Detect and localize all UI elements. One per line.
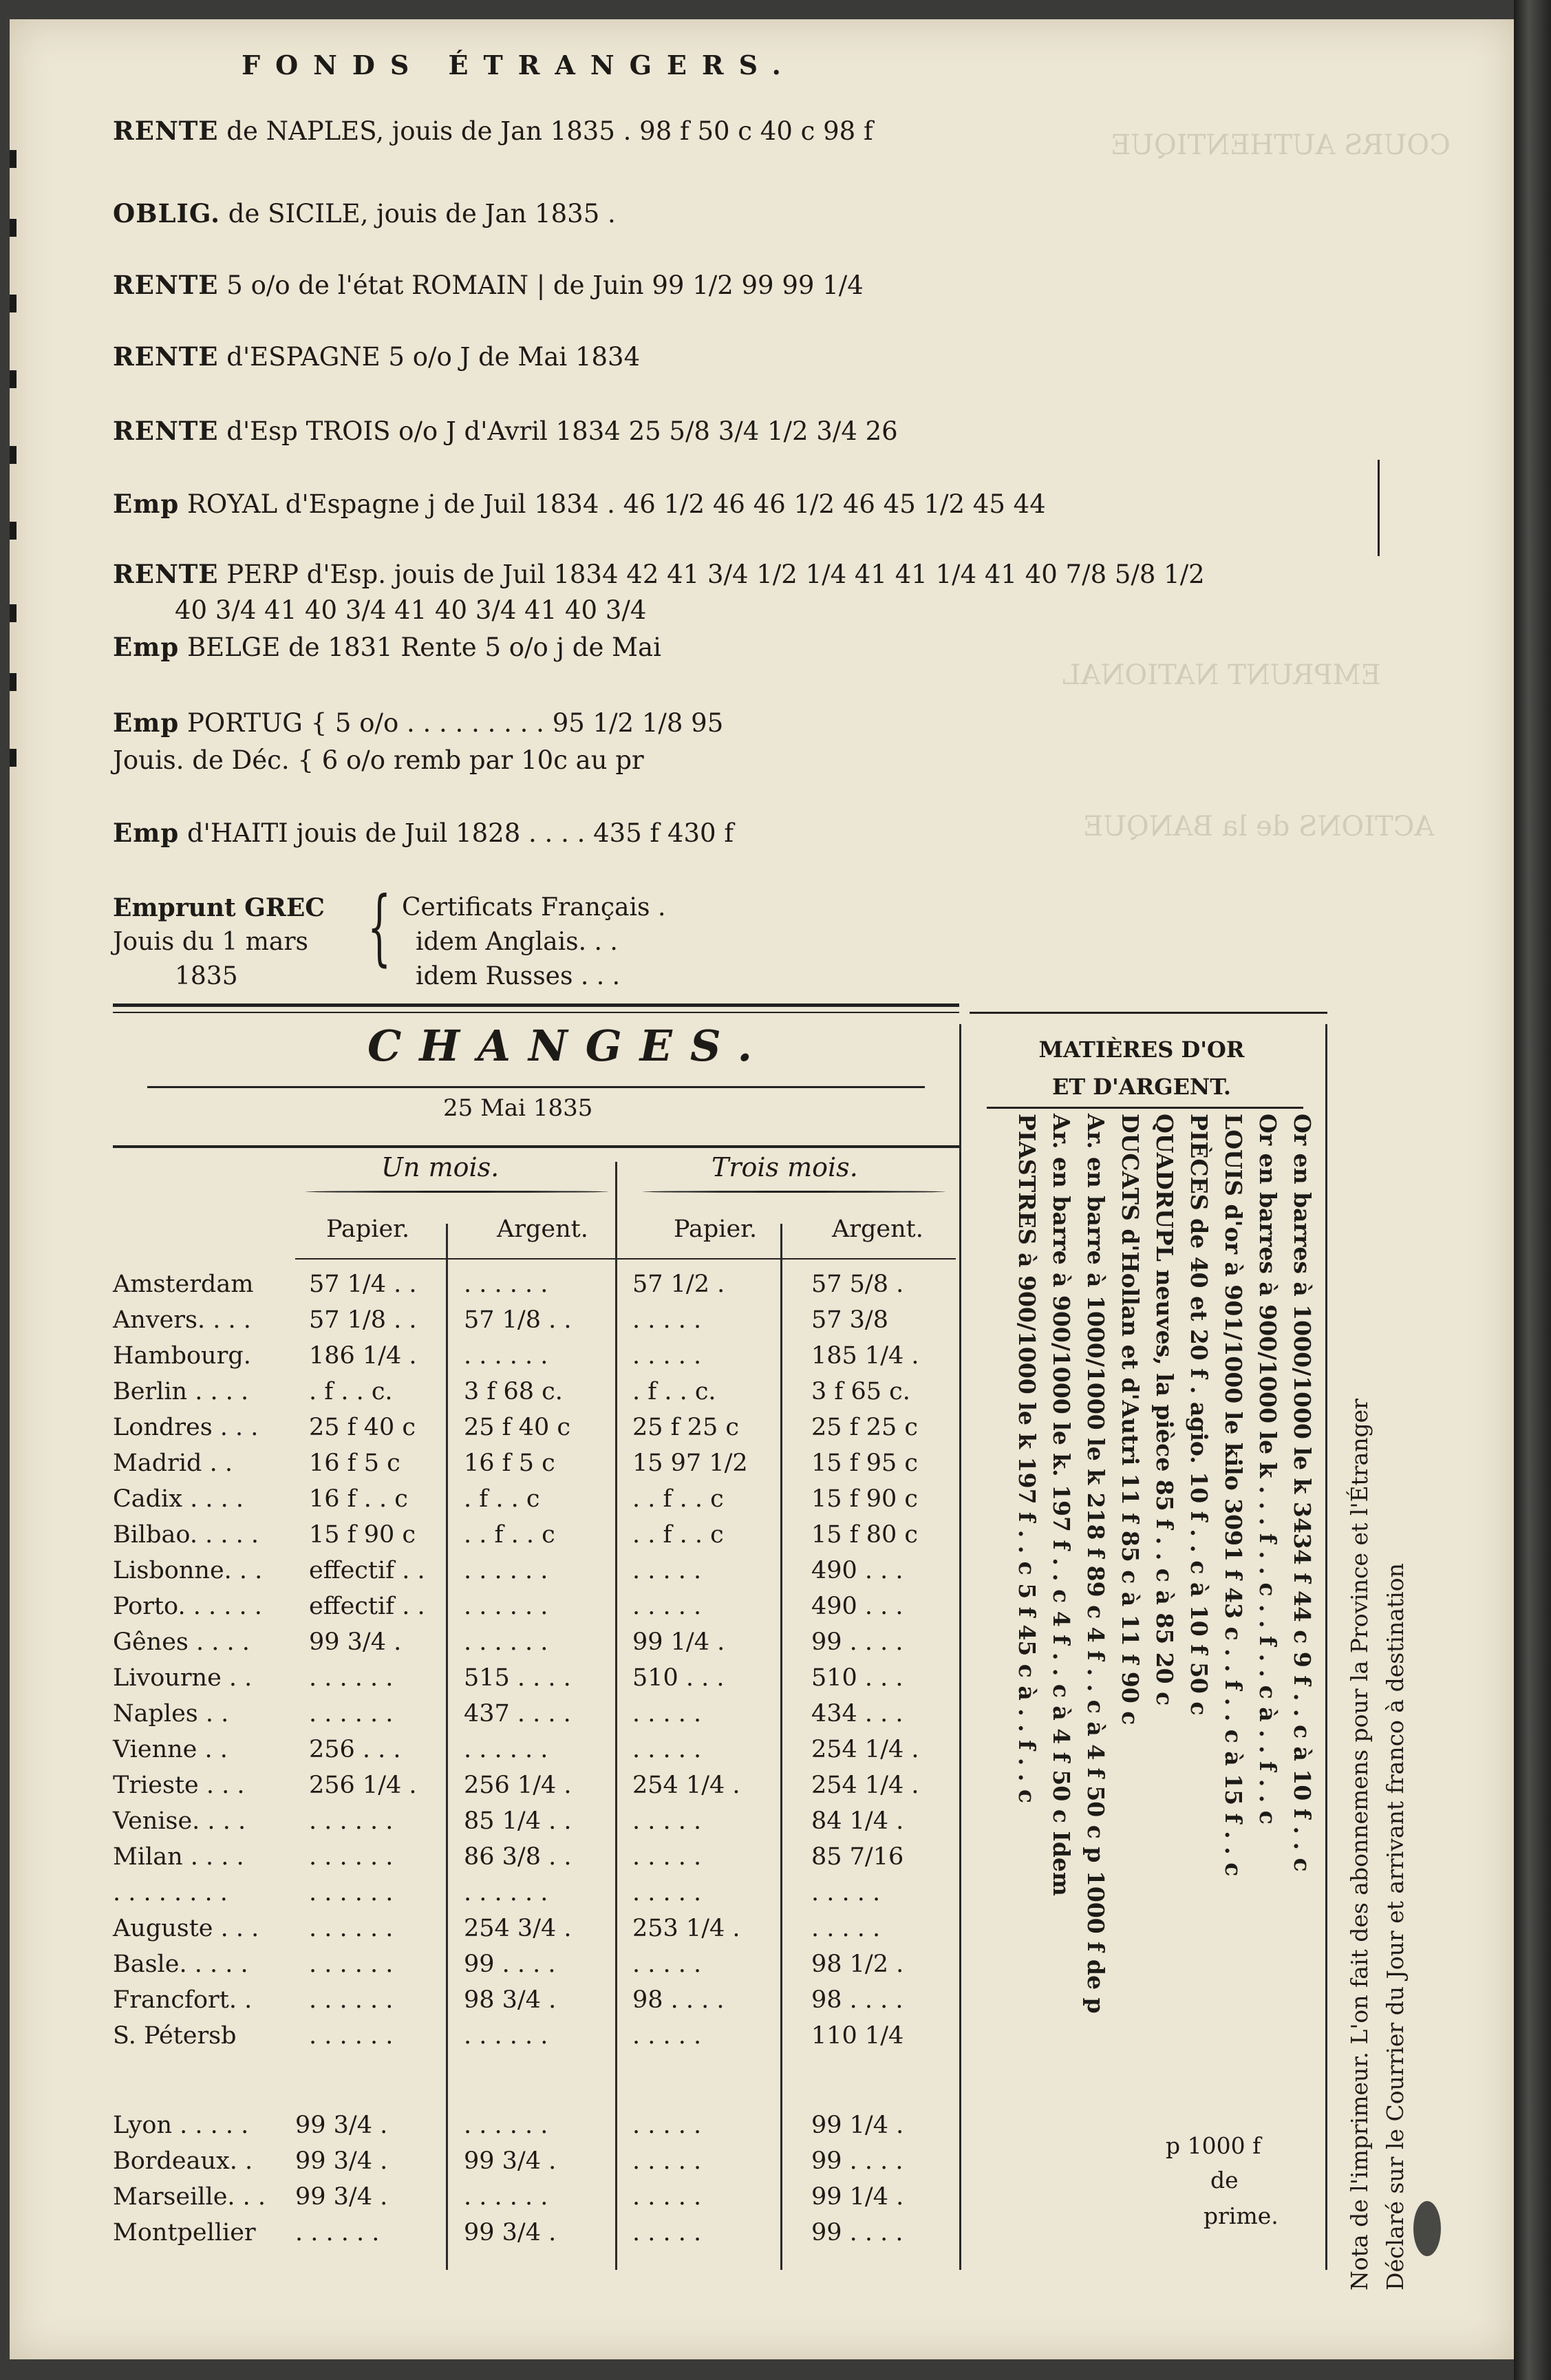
matieres-line: DUCATS d'Hollan et d'Autri 11 f 85 c à 11 f 90 c xyxy=(1117,1114,1144,1725)
book-spine xyxy=(1514,0,1551,2380)
grec-label: Jouis du 1 mars xyxy=(113,928,309,956)
fonds-line-text: de SICILE, jouis de Jan 1835 . xyxy=(220,199,616,229)
city-cell: Marseille. . . xyxy=(113,2183,266,2211)
value-cell: . . . . . . xyxy=(464,2183,548,2211)
value-cell: . f . . c. xyxy=(632,1378,716,1405)
period-bracket xyxy=(643,1191,945,1193)
side-note-courrier: Déclaré sur le Courrier du Jour et arrivant franco à destination xyxy=(1382,1563,1409,2291)
value-cell: 99 . . . . xyxy=(811,1628,903,1656)
fonds-line xyxy=(113,818,734,848)
binding-mark xyxy=(10,604,17,622)
city-cell: Vienne . . xyxy=(113,1736,228,1763)
value-cell: 16 f 5 c xyxy=(464,1449,555,1477)
fonds-etrangers-title: FONDS ÉTRANGERS. xyxy=(242,50,796,81)
value-cell: 16 f 5 c xyxy=(309,1449,400,1477)
fonds-line-text: BELGE de 1831 Rente 5 o/o j de Mai xyxy=(179,633,661,662)
fonds-line-text: d'HAITI jouis de Juil 1828 . . . . 435 f 430 f xyxy=(179,818,734,848)
column-divider xyxy=(959,1024,961,2270)
value-cell: 99 1/4 . xyxy=(632,1628,725,1656)
col-header-argent: Argent. xyxy=(832,1215,923,1243)
value-cell: . . . . . xyxy=(632,1879,702,1906)
value-cell: . . . . . . xyxy=(309,1843,394,1871)
matieres-title xyxy=(970,1031,1314,1105)
grec-label: 1835 xyxy=(175,962,238,990)
value-cell: . . . . . . xyxy=(464,1557,548,1584)
value-cell: . . . . . xyxy=(632,2022,702,2050)
value-cell: . . . . . xyxy=(811,1915,881,1942)
matieres-line: Ar. en barre à 1000/1000 le k 218 f 89 c 4 f . . c à 4 f 50 c p 1000 f de p xyxy=(1082,1114,1109,2014)
value-cell: effectif . . xyxy=(309,1593,425,1620)
section-divider xyxy=(113,1012,959,1013)
city-cell: Berlin . . . . xyxy=(113,1378,249,1405)
value-cell: . . . . . . xyxy=(464,2112,548,2139)
city-cell: . . . . . . . . xyxy=(113,1879,228,1906)
fonds-line xyxy=(175,595,646,625)
fonds-line-text: PORTUG { 5 o/o . . . . . . . . . 95 1/2 1/8 95 xyxy=(179,708,724,738)
value-cell: . . . . . . xyxy=(309,1700,394,1728)
value-cell: 99 . . . . xyxy=(464,1951,556,1978)
matieres-title-line: ET D'ARGENT. xyxy=(1051,1074,1232,1100)
value-cell: . . . . . xyxy=(632,1807,702,1835)
city-cell: Gênes . . . . xyxy=(113,1628,250,1656)
col-header-argent: Argent. xyxy=(497,1215,588,1243)
brace-glyph: { xyxy=(367,880,392,975)
value-cell: . . f . . c xyxy=(464,1521,555,1549)
value-cell: 186 1/4 . xyxy=(309,1342,417,1370)
city-cell: Anvers. . . . xyxy=(113,1306,251,1334)
value-cell: 85 1/4 . . xyxy=(464,1807,572,1835)
show-through-text: EMPRUNT NATIONAL xyxy=(1062,659,1381,691)
fonds-line-bold: Emp xyxy=(113,818,180,848)
fonds-line-text: ROYAL d'Espagne j de Juil 1834 . 46 1/2 46 46 1/2 46 45 1/2 45 44 xyxy=(179,489,1046,519)
col-header-papier: Papier. xyxy=(674,1215,758,1243)
fonds-line xyxy=(113,708,723,738)
city-cell: Lisbonne. . . xyxy=(113,1557,263,1584)
value-cell: 57 1/2 . xyxy=(632,1271,725,1298)
value-cell: 99 3/4 . xyxy=(295,2112,388,2139)
value-cell: . . . . . xyxy=(632,1951,702,1978)
value-cell: . . . . . xyxy=(632,2183,702,2211)
city-cell: Francfort. . xyxy=(113,1986,253,2014)
value-cell: 490 . . . xyxy=(811,1593,903,1620)
matieres-rule xyxy=(987,1107,1303,1109)
value-cell: 15 f 80 c xyxy=(811,1521,919,1549)
value-cell: . . . . . xyxy=(632,1593,702,1620)
value-cell: 57 1/8 . . xyxy=(464,1306,572,1334)
value-cell: . . . . . . xyxy=(309,1807,394,1835)
value-cell: . . . . . xyxy=(811,1879,881,1906)
value-cell: . . . . . . xyxy=(309,1986,394,2014)
value-cell: 99 3/4 . xyxy=(464,2147,557,2175)
value-cell: . . . . . . xyxy=(464,1879,548,1906)
value-cell: . . . . . xyxy=(632,1843,702,1871)
city-cell: Amsterdam xyxy=(113,1271,254,1298)
value-cell: 254 1/4 . xyxy=(811,1736,919,1763)
fonds-line-text: 5 o/o de l'état ROMAIN | de Juin 99 1/2 99 99 1/4 xyxy=(218,270,864,300)
value-cell: 515 . . . . xyxy=(464,1664,571,1692)
fonds-line-bold: Emp xyxy=(113,489,180,519)
value-cell: 57 5/8 . xyxy=(811,1271,904,1298)
column-divider xyxy=(615,1162,617,2270)
grec-label: Emprunt GREC xyxy=(113,893,325,922)
value-cell: 25 f 25 c xyxy=(632,1414,740,1441)
value-cell: 99 . . . . xyxy=(811,2147,903,2175)
header-rule xyxy=(1378,460,1380,556)
value-cell: 25 f 40 c xyxy=(464,1414,571,1441)
value-cell: 256 . . . xyxy=(309,1736,401,1763)
city-cell: Bordeaux. . xyxy=(113,2147,253,2175)
city-cell: Auguste . . . xyxy=(113,1915,259,1942)
value-cell: 99 3/4 . xyxy=(464,2219,557,2246)
value-cell: 3 f 68 c. xyxy=(464,1378,563,1405)
city-cell: Porto. . . . . . xyxy=(113,1593,262,1620)
value-cell: 254 1/4 . xyxy=(632,1772,740,1799)
value-cell: 99 1/4 . xyxy=(811,2112,904,2139)
fonds-line xyxy=(113,632,661,662)
period-trois-mois: Trois mois. xyxy=(712,1152,858,1182)
fonds-line-text: de NAPLES, jouis de Jan 1835 . 98 f 50 c 40 c 98 f xyxy=(218,116,873,146)
value-cell: . . . . . xyxy=(632,1736,702,1763)
fonds-line-bold: RENTE xyxy=(113,270,219,300)
value-cell: 254 3/4 . xyxy=(464,1915,572,1942)
fonds-line-bold: RENTE xyxy=(113,559,219,589)
fonds-line xyxy=(113,270,864,300)
column-divider xyxy=(446,1224,448,2270)
value-cell: 99 . . . . xyxy=(811,2219,903,2246)
value-cell: 15 97 1/2 xyxy=(632,1449,748,1477)
matieres-line: Or en barres à 1000/1000 le k 3434 f 44 c 9 f . . c à 10 f . . c xyxy=(1289,1114,1316,1872)
value-cell: 253 1/4 . xyxy=(632,1915,740,1942)
value-cell: . . . . . xyxy=(632,2219,702,2246)
binding-mark xyxy=(10,150,17,168)
value-cell: 57 1/4 . . xyxy=(309,1271,417,1298)
section-divider xyxy=(970,1012,1327,1014)
value-cell: . . . . . . xyxy=(309,2022,394,2050)
newspaper-page xyxy=(10,19,1514,2359)
city-cell: Trieste . . . xyxy=(113,1772,245,1799)
section-divider xyxy=(113,1003,959,1007)
fonds-line-text: PERP d'Esp. jouis de Juil 1834 42 41 3/4 1/2 1/4 41 41 1/4 41 40 7/8 5/8 1/2 xyxy=(218,560,1205,589)
matieres-rotated-block xyxy=(992,1114,1316,2070)
table-top-rule xyxy=(113,1145,959,1148)
matieres-line: QUADRUPL neuves, la pièce 85 f . . c à 85 20 c xyxy=(1151,1114,1178,1706)
changes-date: 25 Mai 1835 xyxy=(443,1094,593,1122)
binding-mark xyxy=(10,522,17,540)
ink-stamp-icon xyxy=(1413,2201,1441,2256)
value-cell: 99 1/4 . xyxy=(811,2183,904,2211)
value-cell: . . . . . xyxy=(632,1557,702,1584)
city-cell: Livourne . . xyxy=(113,1664,253,1692)
value-cell: . . . . . . xyxy=(464,1736,548,1763)
fonds-line xyxy=(113,489,1046,519)
matieres-title-line: MATIÈRES D'OR xyxy=(1038,1037,1245,1063)
value-cell: . . . . . . xyxy=(464,1628,548,1656)
binding-mark xyxy=(10,370,17,388)
value-cell: 185 1/4 . xyxy=(811,1342,919,1370)
value-cell: . . f . . c xyxy=(632,1521,724,1549)
value-cell: effectif . . xyxy=(309,1557,425,1584)
column-divider xyxy=(780,1224,782,2270)
fonds-line-bold: RENTE xyxy=(113,341,219,372)
matieres-line: PIASTRES à 900/1000 le k 197 f . . c 5 f 45 c à . . f . . c xyxy=(1014,1114,1040,1803)
period-bracket xyxy=(306,1191,608,1193)
city-cell: Venise. . . . xyxy=(113,1807,246,1835)
city-cell: Bilbao. . . . . xyxy=(113,1521,259,1549)
value-cell: 99 3/4 . xyxy=(295,2147,388,2175)
value-cell: . . . . . xyxy=(632,1700,702,1728)
value-cell: 490 . . . xyxy=(811,1557,903,1584)
value-cell: . . . . . . xyxy=(309,1951,394,1978)
value-cell: . . . . . . xyxy=(309,1879,394,1906)
value-cell: . . . . . . xyxy=(309,1664,394,1692)
binding-mark xyxy=(10,673,17,691)
city-cell: Basle. . . . . xyxy=(113,1951,248,1978)
value-cell: 86 3/8 . . xyxy=(464,1843,572,1871)
fonds-line-text: d'ESPAGNE 5 o/o J de Mai 1834 xyxy=(218,342,641,372)
column-divider xyxy=(1325,1024,1327,2270)
period-un-mois: Un mois. xyxy=(381,1152,500,1182)
fonds-line xyxy=(113,745,644,775)
value-cell: 16 f . . c xyxy=(309,1485,408,1513)
fonds-line-bold: RENTE xyxy=(113,416,219,446)
city-cell: Lyon . . . . . xyxy=(113,2112,249,2139)
prime-de: de xyxy=(1210,2167,1239,2193)
city-cell: S. Pétersb xyxy=(113,2022,237,2050)
value-cell: . f . . c. xyxy=(309,1378,393,1405)
city-cell: Cadix . . . . xyxy=(113,1485,244,1513)
value-cell: . . . . . xyxy=(632,2112,702,2139)
value-cell: 437 . . . . xyxy=(464,1700,571,1728)
value-cell: 99 3/4 . xyxy=(295,2183,388,2211)
city-cell: Madrid . . xyxy=(113,1449,233,1477)
value-cell: . f . . c xyxy=(464,1485,540,1513)
prime-amount: p 1000 f xyxy=(1166,2132,1261,2159)
value-cell: 256 1/4 . xyxy=(309,1772,417,1799)
matieres-line: LOUIS d'or à 901/1000 le kilo 3091 f 43 c . . f . . c à 15 f . . c xyxy=(1220,1114,1247,1877)
show-through-text: ACTIONS de la BANQUE xyxy=(1083,811,1435,842)
value-cell: 57 3/8 xyxy=(811,1306,888,1334)
value-cell: 25 f 25 c xyxy=(811,1414,919,1441)
binding-mark xyxy=(10,749,17,767)
fonds-line xyxy=(113,116,873,146)
fonds-line-bold: Emp xyxy=(113,708,180,738)
value-cell: 99 3/4 . xyxy=(309,1628,402,1656)
value-cell: 110 1/4 xyxy=(811,2022,904,2050)
value-cell: 98 1/2 . xyxy=(811,1951,904,1978)
grec-certificat: Certificats Français . xyxy=(402,893,666,922)
value-cell: 57 1/8 . . xyxy=(309,1306,417,1334)
show-through-text: COURS AUTHENTIQUE xyxy=(1111,129,1451,161)
city-cell: Londres . . . xyxy=(113,1414,259,1441)
fonds-line-bold: Emp xyxy=(113,632,180,662)
grec-certificat: idem Anglais. . . xyxy=(416,928,618,956)
fonds-line-bold: RENTE xyxy=(113,116,219,146)
value-cell: 254 1/4 . xyxy=(811,1772,919,1799)
matieres-line: Ar. en barre à 900/1000 le k. 197 f . . c 4 f . . c à 4 f 50 c Idem xyxy=(1048,1114,1075,1896)
grec-certificat: idem Russes . . . xyxy=(416,962,621,990)
value-cell: . . . . . . xyxy=(464,1271,548,1298)
fonds-line-text: Jouis. de Déc. { 6 o/o remb par 10c au pr xyxy=(113,745,644,775)
fonds-line xyxy=(113,559,1205,589)
value-cell: . . . . . xyxy=(632,1342,702,1370)
value-cell: 256 1/4 . xyxy=(464,1772,572,1799)
value-cell: 85 7/16 xyxy=(811,1843,904,1871)
value-cell: 434 . . . xyxy=(811,1700,903,1728)
matieres-line: Or en barres à 900/1000 le k . . . f . . c . . f . . c à . . f . . c xyxy=(1254,1114,1281,1825)
side-note-imprimeur: Nota de l'imprimeur. L'on fait des abonnemens pour la Province et l'Étranger xyxy=(1346,1399,1373,2291)
value-cell: 15 f 95 c xyxy=(811,1449,919,1477)
binding-mark xyxy=(10,446,17,464)
value-cell: . . . . . . xyxy=(309,1915,394,1942)
binding-mark xyxy=(10,295,17,312)
value-cell: 98 3/4 . xyxy=(464,1986,557,2014)
fonds-line xyxy=(113,198,616,229)
fonds-line xyxy=(113,341,640,372)
value-cell: 84 1/4 . xyxy=(811,1807,904,1835)
prime-label: prime. xyxy=(1204,2202,1279,2229)
city-cell: Milan . . . . xyxy=(113,1843,244,1871)
fonds-line-text: 40 3/4 41 40 3/4 41 40 3/4 41 40 3/4 xyxy=(175,595,647,625)
fonds-line-bold: OBLIG. xyxy=(113,198,220,229)
value-cell: . . . . . xyxy=(632,2147,702,2175)
value-cell: . . . . . xyxy=(632,1306,702,1334)
value-cell: 510 . . . xyxy=(632,1664,725,1692)
value-cell: 15 f 90 c xyxy=(811,1485,919,1513)
value-cell: 98 . . . . xyxy=(811,1986,903,2014)
value-cell: 25 f 40 c xyxy=(309,1414,416,1441)
header-rule xyxy=(295,1258,956,1260)
value-cell: . . . . . . xyxy=(464,1593,548,1620)
changes-title: CHANGES. xyxy=(367,1021,771,1071)
fonds-line-text: d'Esp TROIS o/o J d'Avril 1834 25 5/8 3/4 1/2 3/4 26 xyxy=(218,416,898,446)
city-cell: Montpellier xyxy=(113,2219,256,2246)
city-cell: Naples . . xyxy=(113,1700,229,1728)
matieres-line: PIÈCES de 40 et 20 f . agio. 10 f . . c à 10 f 50 c xyxy=(1186,1114,1212,1716)
col-header-papier: Papier. xyxy=(326,1215,410,1243)
value-cell: 15 f 90 c xyxy=(309,1521,416,1549)
value-cell: . . f . . c xyxy=(632,1485,724,1513)
value-cell: . . . . . . xyxy=(464,1342,548,1370)
value-cell: . . . . . . xyxy=(464,2022,548,2050)
fonds-line xyxy=(113,416,898,446)
city-cell: Hambourg. xyxy=(113,1342,251,1370)
value-cell: 510 . . . xyxy=(811,1664,903,1692)
title-rule xyxy=(147,1086,925,1088)
binding-mark xyxy=(10,219,17,237)
value-cell: . . . . . . xyxy=(295,2219,380,2246)
value-cell: 98 . . . . xyxy=(632,1986,725,2014)
value-cell: 3 f 65 c. xyxy=(811,1378,910,1405)
